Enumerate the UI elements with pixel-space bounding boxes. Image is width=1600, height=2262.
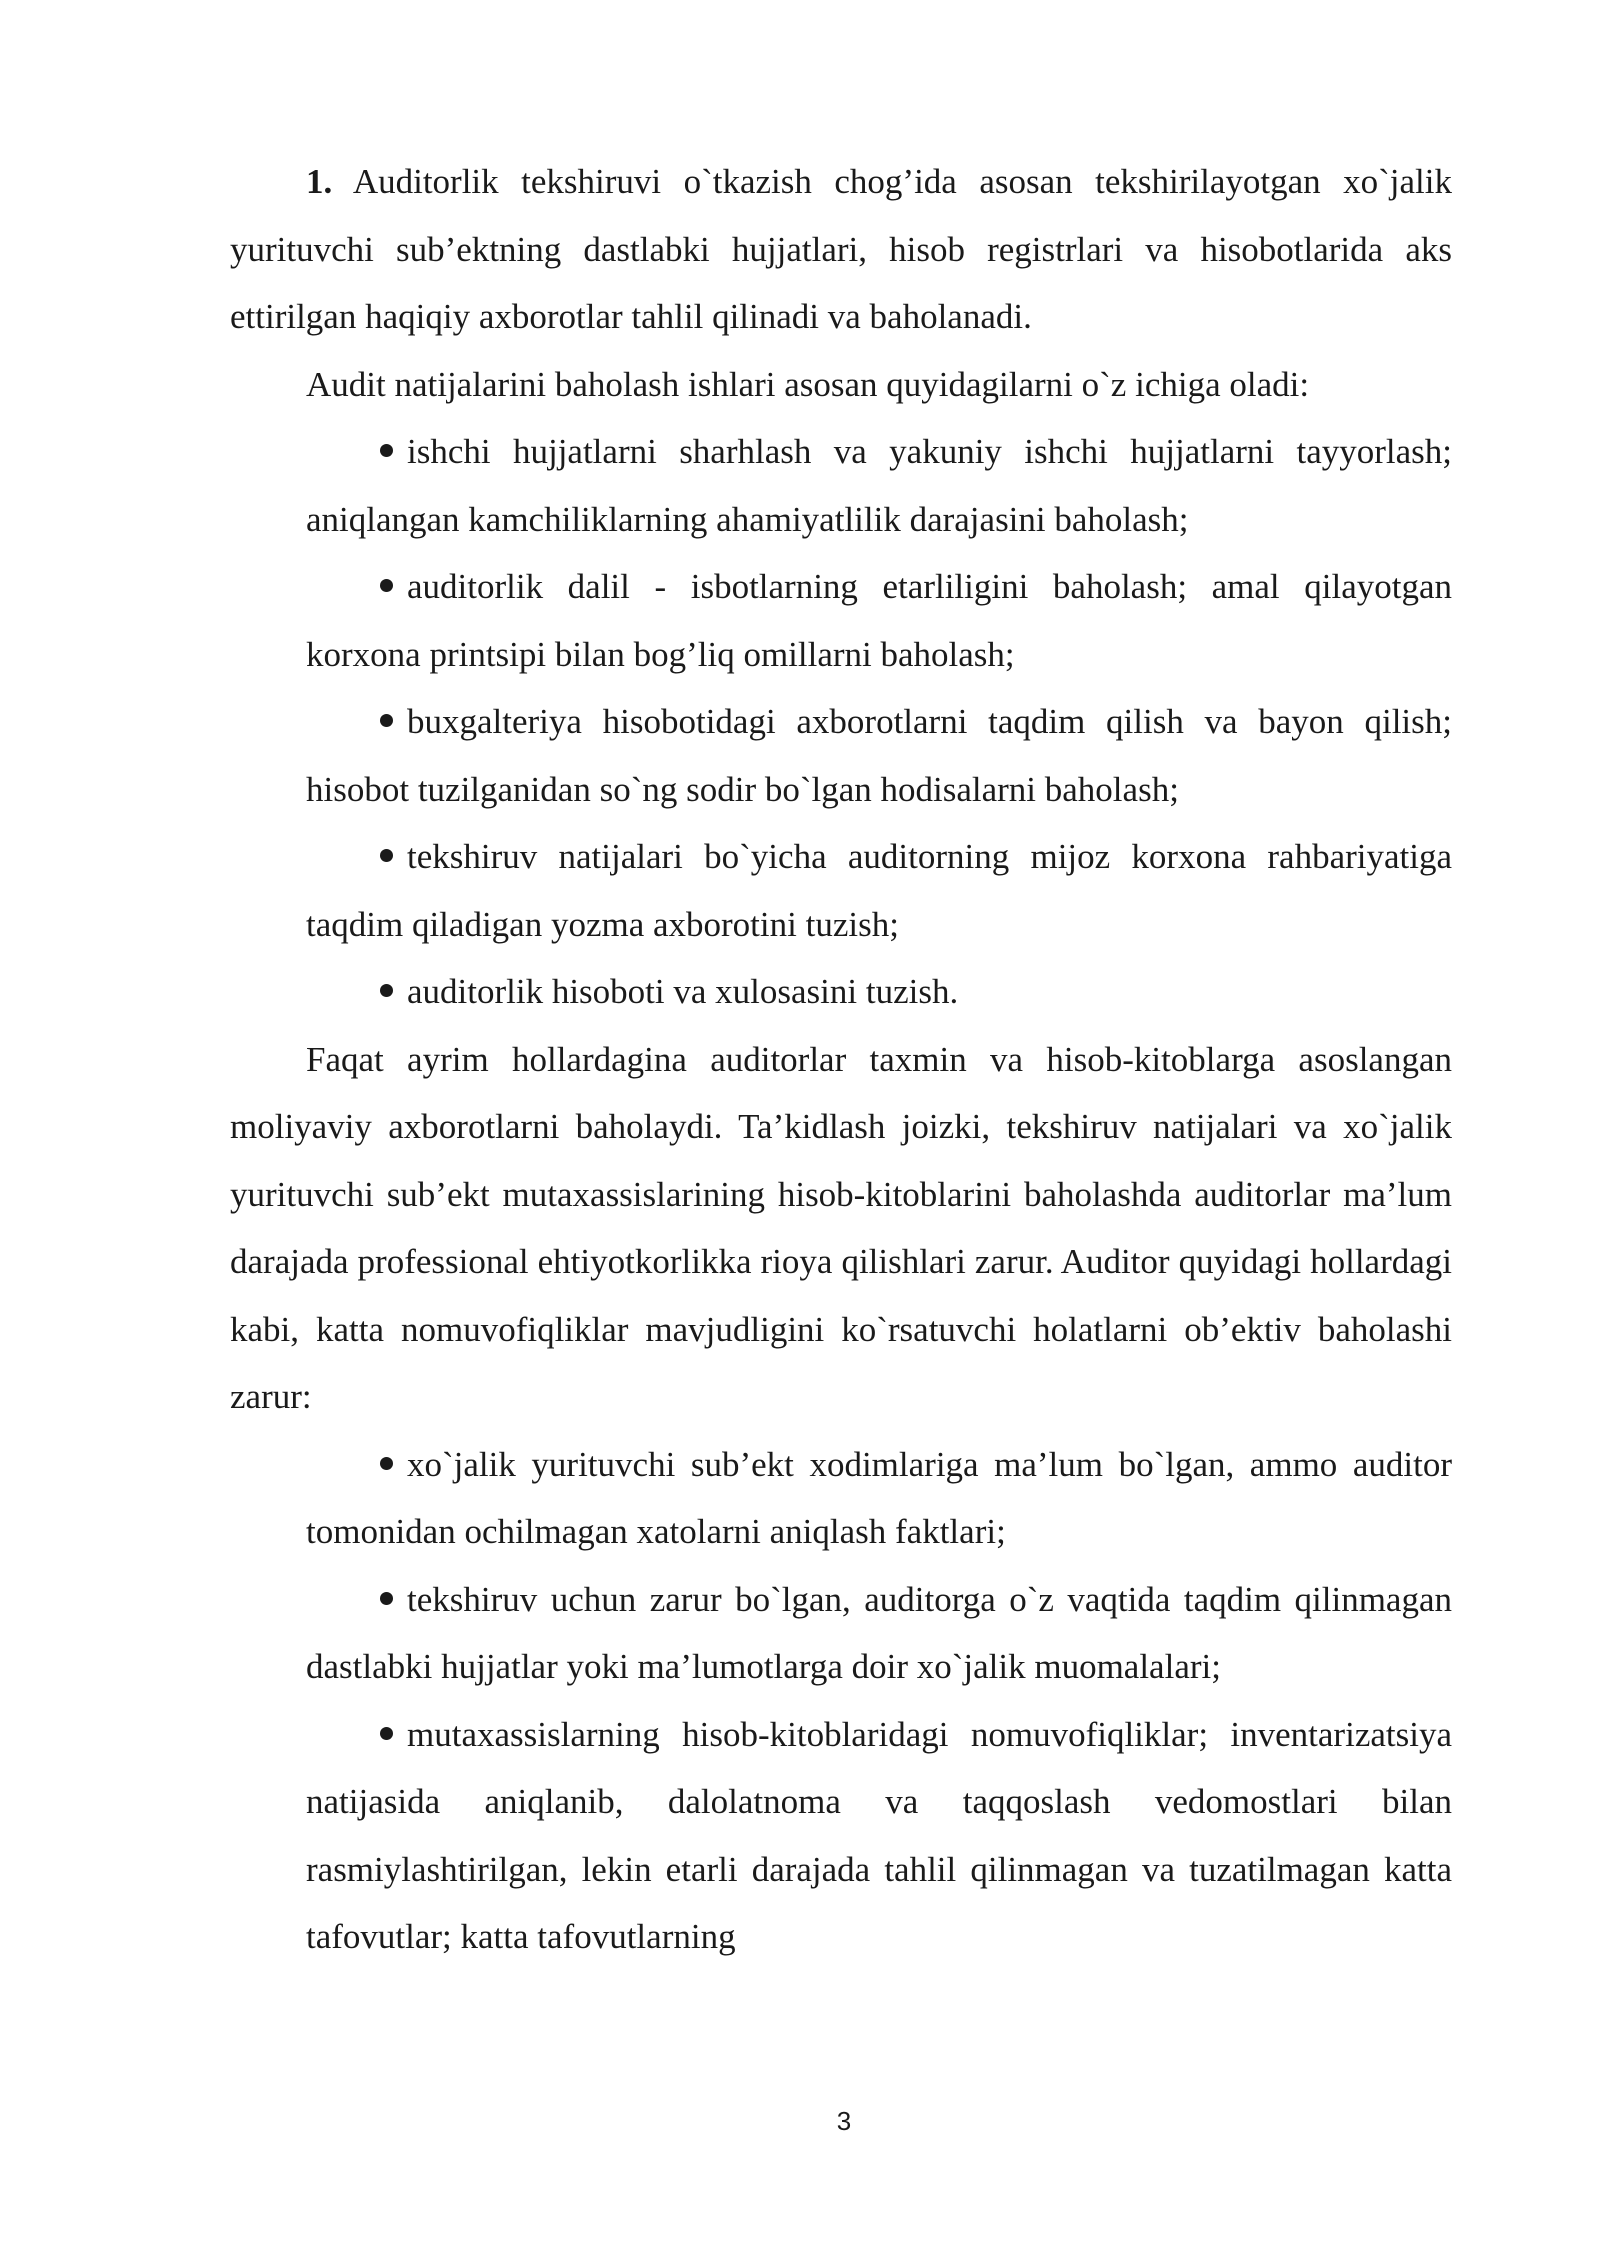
list-item-text: tekshiruv natijalari bo`yicha auditorning mijoz korxona rahbariyatiga taqdim qiladigan yozma axborotini tuzish; bbox=[306, 837, 1452, 944]
bullet-icon bbox=[380, 1457, 393, 1470]
intro-text: Auditorlik tekshiruvi o`tkazish chog’ida asosan tekshirilayotgan xo`jalik yurituvchi sub’ektning dastlabki hujjatlari, hisob registrlari va hisobotlarida aks ettirilgan haqiqiy axborotlar tahlil qilinadi va baholanadi. bbox=[230, 162, 1452, 336]
list-item bbox=[306, 553, 1452, 688]
bullet-icon bbox=[380, 984, 393, 997]
list-item-text: tekshiruv uchun zarur bo`lgan, auditorga o`z vaqtida taqdim qilinmagan dastlabki hujjatlar yoki ma’lumotlarga doir xo`jalik muomalalari; bbox=[306, 1579, 1452, 1686]
bullet-icon bbox=[380, 1592, 393, 1605]
list-item bbox=[306, 1566, 1452, 1701]
bullet-icon bbox=[380, 714, 393, 727]
discrepancy-cases-list bbox=[230, 1431, 1452, 1971]
section-number: 1. bbox=[306, 162, 333, 201]
bullet-icon bbox=[380, 849, 393, 862]
list-item-text: mutaxassislarning hisob-kitoblaridagi nomuvofiqliklar; inventarizatsiya natijasida aniqlanib, dalolatnoma va taqqoslash vedomostlari bilan rasmiylashtirilgan, lekin etarli darajada tahlil qilinmagan va tuzatilmagan katta tafovutlar; katta tafovutlarning bbox=[306, 1714, 1452, 1956]
list-item bbox=[306, 1431, 1452, 1566]
intro-paragraph bbox=[230, 148, 1452, 351]
list-item bbox=[306, 958, 1452, 1026]
evaluation-tasks-list bbox=[230, 418, 1452, 1026]
lead-in-paragraph: Audit natijalarini baholash ishlari asosan quyidagilarni o`z ichiga oladi: bbox=[306, 364, 1310, 404]
list-item bbox=[306, 823, 1452, 958]
list-item-text: ishchi hujjatlarni sharhlash va yakuniy ishchi hujjatlarni tayyorlash; aniqlangan kamchiliklarning ahamiyatlilik darajasini baholash; bbox=[306, 432, 1452, 539]
list-item-text: auditorlik hisoboti va xulosasini tuzish. bbox=[407, 972, 959, 1011]
list-item bbox=[306, 1701, 1452, 1971]
list-item bbox=[306, 418, 1452, 553]
list-item bbox=[306, 688, 1452, 823]
bullet-icon bbox=[380, 579, 393, 592]
middle-paragraph: Faqat ayrim hollardagina auditorlar taxmin va hisob-kitoblarga asoslangan moliyaviy axborotlarni baholaydi. Ta’kidlash joizki, tekshiruv natijalari va xo`jalik yurituvchi sub’ekt mutaxassislarining hisob-kitoblarini baholashda auditorlar ma’lum darajada professional ehtiyotkorlikka rioya qilishlari zarur. Auditor quyidagi hollardagi kabi, katta nomuvofiqliklar mavjudligini ko`rsatuvchi holatlarni ob’ektiv baholashi zarur: bbox=[230, 1039, 1452, 1416]
bullet-icon bbox=[380, 1727, 393, 1740]
page-number: 3 bbox=[836, 2106, 852, 2136]
list-item-text: buxgalteriya hisobotidagi axborotlarni taqdim qilish va bayon qilish; hisobot tuzilganidan so`ng sodir bo`lgan hodisalarni baholash; bbox=[306, 702, 1452, 809]
document-body bbox=[230, 148, 1452, 1971]
bullet-icon bbox=[380, 444, 393, 457]
list-item-text: xo`jalik yurituvchi sub’ekt xodimlariga ma’lum bo`lgan, ammo auditor tomonidan ochilmagan xatolarni aniqlash faktlari; bbox=[306, 1444, 1452, 1551]
list-item-text: auditorlik dalil - isbotlarning etarliligini baholash; amal qilayotgan korxona printsipi bilan bog’liq omillarni baholash; bbox=[306, 567, 1452, 674]
